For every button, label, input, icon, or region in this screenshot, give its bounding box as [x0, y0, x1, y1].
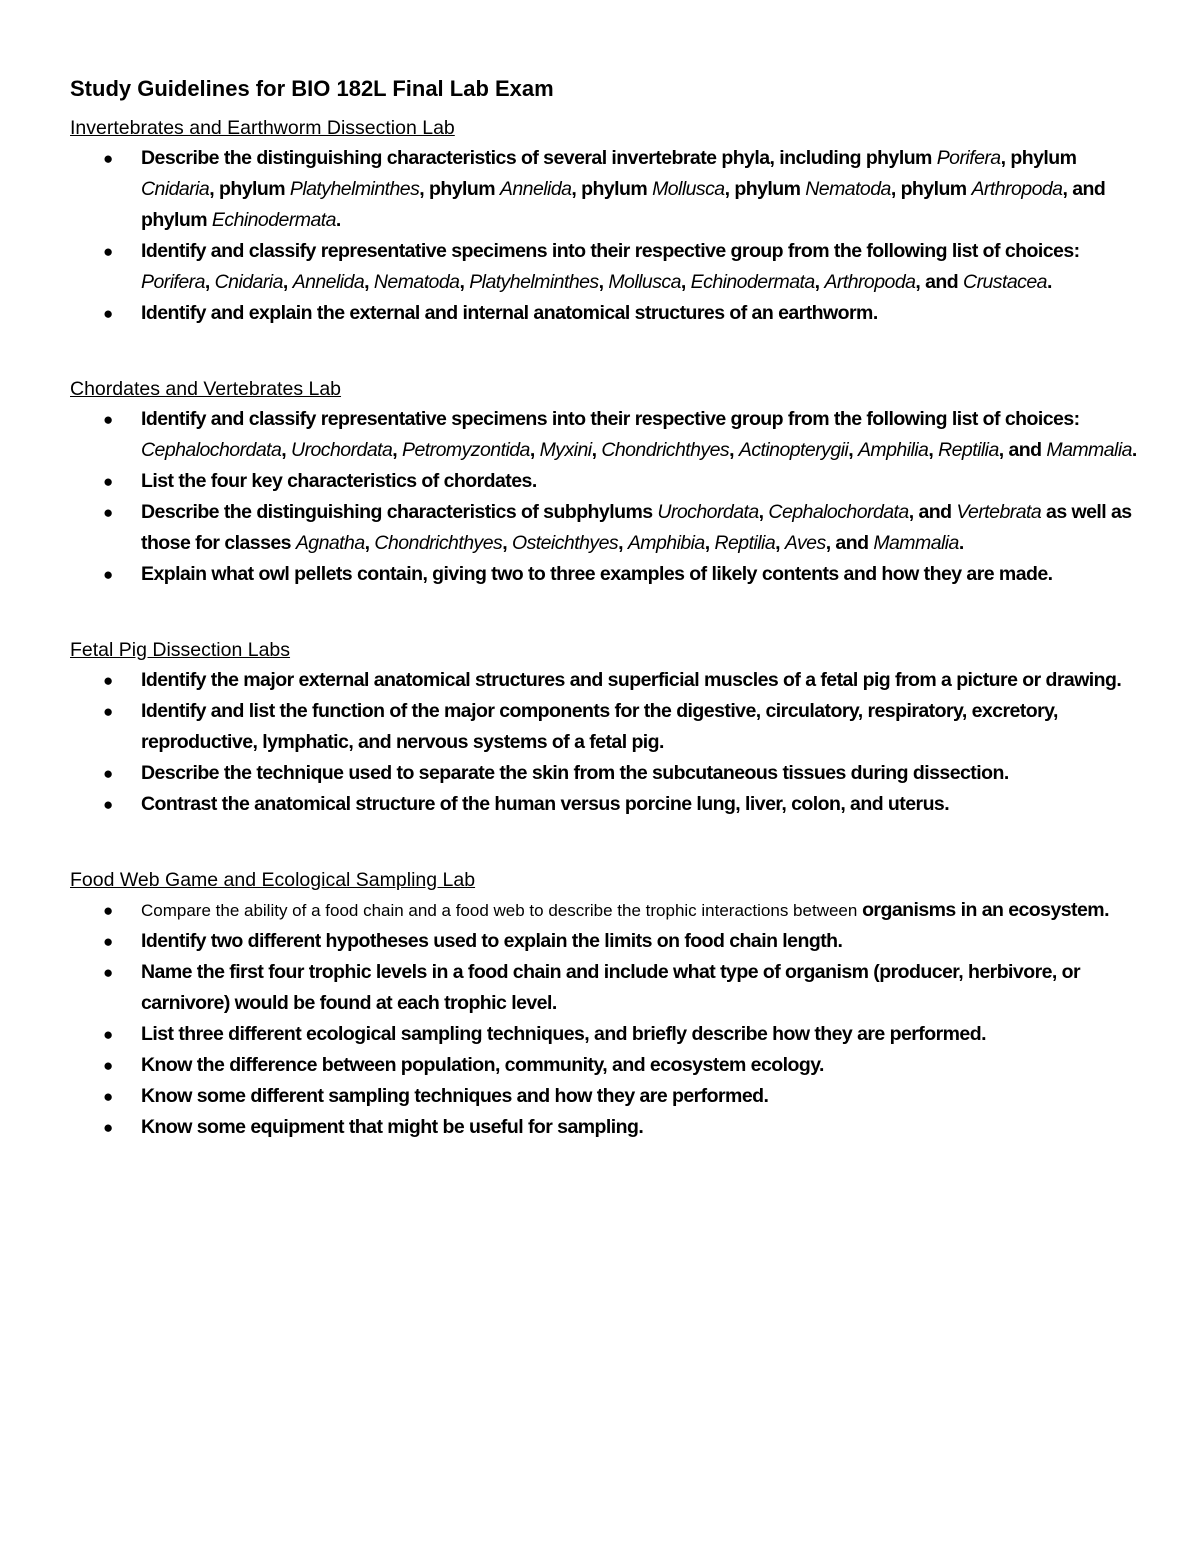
bullet-icon: ●	[103, 565, 113, 584]
bullet-list	[70, 143, 1138, 329]
bullet-list	[70, 665, 1138, 820]
bullet-icon: ●	[103, 764, 113, 783]
bullet-list	[70, 404, 1138, 590]
bullet-icon: ●	[103, 1118, 113, 1137]
list-item: ● Identify and classify representative specimens into their respective group from the following list of choices: Porifera, Cnidaria, Annelida, Nematoda, Platyhelminthes, Mollusca, Echinodermata, Arthropoda, and Crustacea.	[70, 236, 1138, 298]
bullet-icon: ●	[103, 1087, 113, 1106]
bullet-icon: ●	[103, 410, 113, 429]
section-invertebrates	[70, 113, 1138, 329]
bullet-icon: ●	[103, 503, 113, 522]
list-item: ● Identify and explain the external and internal anatomical structures of an earthworm.	[70, 298, 1138, 329]
list-item: ● Describe the distinguishing characteristics of several invertebrate phyla, including phylum Porifera, phylum Cnidaria, phylum Platyhelminthes, phylum Annelida, phylum Mollusca, phylum Nematoda, phylum Arthropoda, and phylum Echinodermata.	[70, 143, 1138, 236]
list-item: ● List three different ecological sampling techniques, and briefly describe how they are performed.	[70, 1019, 1138, 1050]
bullet-icon: ●	[103, 149, 113, 168]
bullet-icon: ●	[103, 901, 113, 920]
page-title: Study Guidelines for BIO 182L Final Lab Exam	[70, 76, 554, 101]
bullet-icon: ●	[103, 932, 113, 951]
bullet-icon: ●	[103, 242, 113, 261]
list-item: ● List the four key characteristics of chordates.	[70, 466, 1138, 497]
section-fetal-pig	[70, 635, 1138, 820]
list-item: ● Identify and classify representative specimens into their respective group from the following list of choices: Cephalochordata, Urochordata, Petromyzontida, Myxini, Chondrichthyes, Actinopterygii, Amphilia, Reptilia, and Mammalia.	[70, 404, 1138, 466]
list-item: ● Compare the ability of a food chain and a food web to describe the trophic interactions between organisms in an ecosystem.	[70, 895, 1138, 926]
bullet-icon: ●	[103, 1025, 113, 1044]
bullet-icon: ●	[103, 795, 113, 814]
section-chordates	[70, 374, 1138, 590]
section-heading: Food Web Game and Ecological Sampling Lab	[70, 869, 476, 891]
list-item: ● Name the first four trophic levels in a food chain and include what type of organism (producer, herbivore, or carnivore) would be found at each trophic level.	[70, 957, 1138, 1019]
list-item: ● Describe the technique used to separate the skin from the subcutaneous tissues during dissection.	[70, 758, 1138, 789]
list-item: ● Explain what owl pellets contain, giving two to three examples of likely contents and how they are made.	[70, 559, 1138, 590]
bullet-icon: ●	[103, 472, 113, 491]
list-item: ● Know some equipment that might be useful for sampling.	[70, 1112, 1138, 1143]
list-item: ● Contrast the anatomical structure of the human versus porcine lung, liver, colon, and uterus.	[70, 789, 1138, 820]
spacer	[70, 820, 1138, 865]
list-item: ● Identify two different hypotheses used to explain the limits on food chain length.	[70, 926, 1138, 957]
bullet-icon: ●	[103, 671, 113, 690]
list-item: ● Know the difference between population, community, and ecosystem ecology.	[70, 1050, 1138, 1081]
bullet-icon: ●	[103, 1056, 113, 1075]
list-item: ● Describe the distinguishing characteristics of subphylums Urochordata, Cephalochordata, and Vertebrata as well as those for classes Agnatha, Chondrichthyes, Osteichthyes, Amphibia, Reptilia, Aves, and Mammalia.	[70, 497, 1138, 559]
spacer	[70, 590, 1138, 635]
list-item: ● Know some different sampling techniques and how they are performed.	[70, 1081, 1138, 1112]
document-page	[70, 72, 1138, 1143]
bullet-icon: ●	[103, 304, 113, 323]
list-item: ● Identify the major external anatomical structures and superficial muscles of a fetal pig from a picture or drawing.	[70, 665, 1138, 696]
bullet-icon: ●	[103, 963, 113, 982]
section-heading: Chordates and Vertebrates Lab	[70, 378, 342, 400]
bullet-icon: ●	[103, 702, 113, 721]
section-heading: Invertebrates and Earthworm Dissection Lab	[70, 117, 455, 139]
bullet-list	[70, 895, 1138, 1143]
list-item: ● Identify and list the function of the major components for the digestive, circulatory, respiratory, excretory, reproductive, lymphatic, and nervous systems of a fetal pig.	[70, 696, 1138, 758]
section-heading: Fetal Pig Dissection Labs	[70, 639, 291, 661]
section-food-web	[70, 865, 1138, 1143]
spacer	[70, 329, 1138, 374]
